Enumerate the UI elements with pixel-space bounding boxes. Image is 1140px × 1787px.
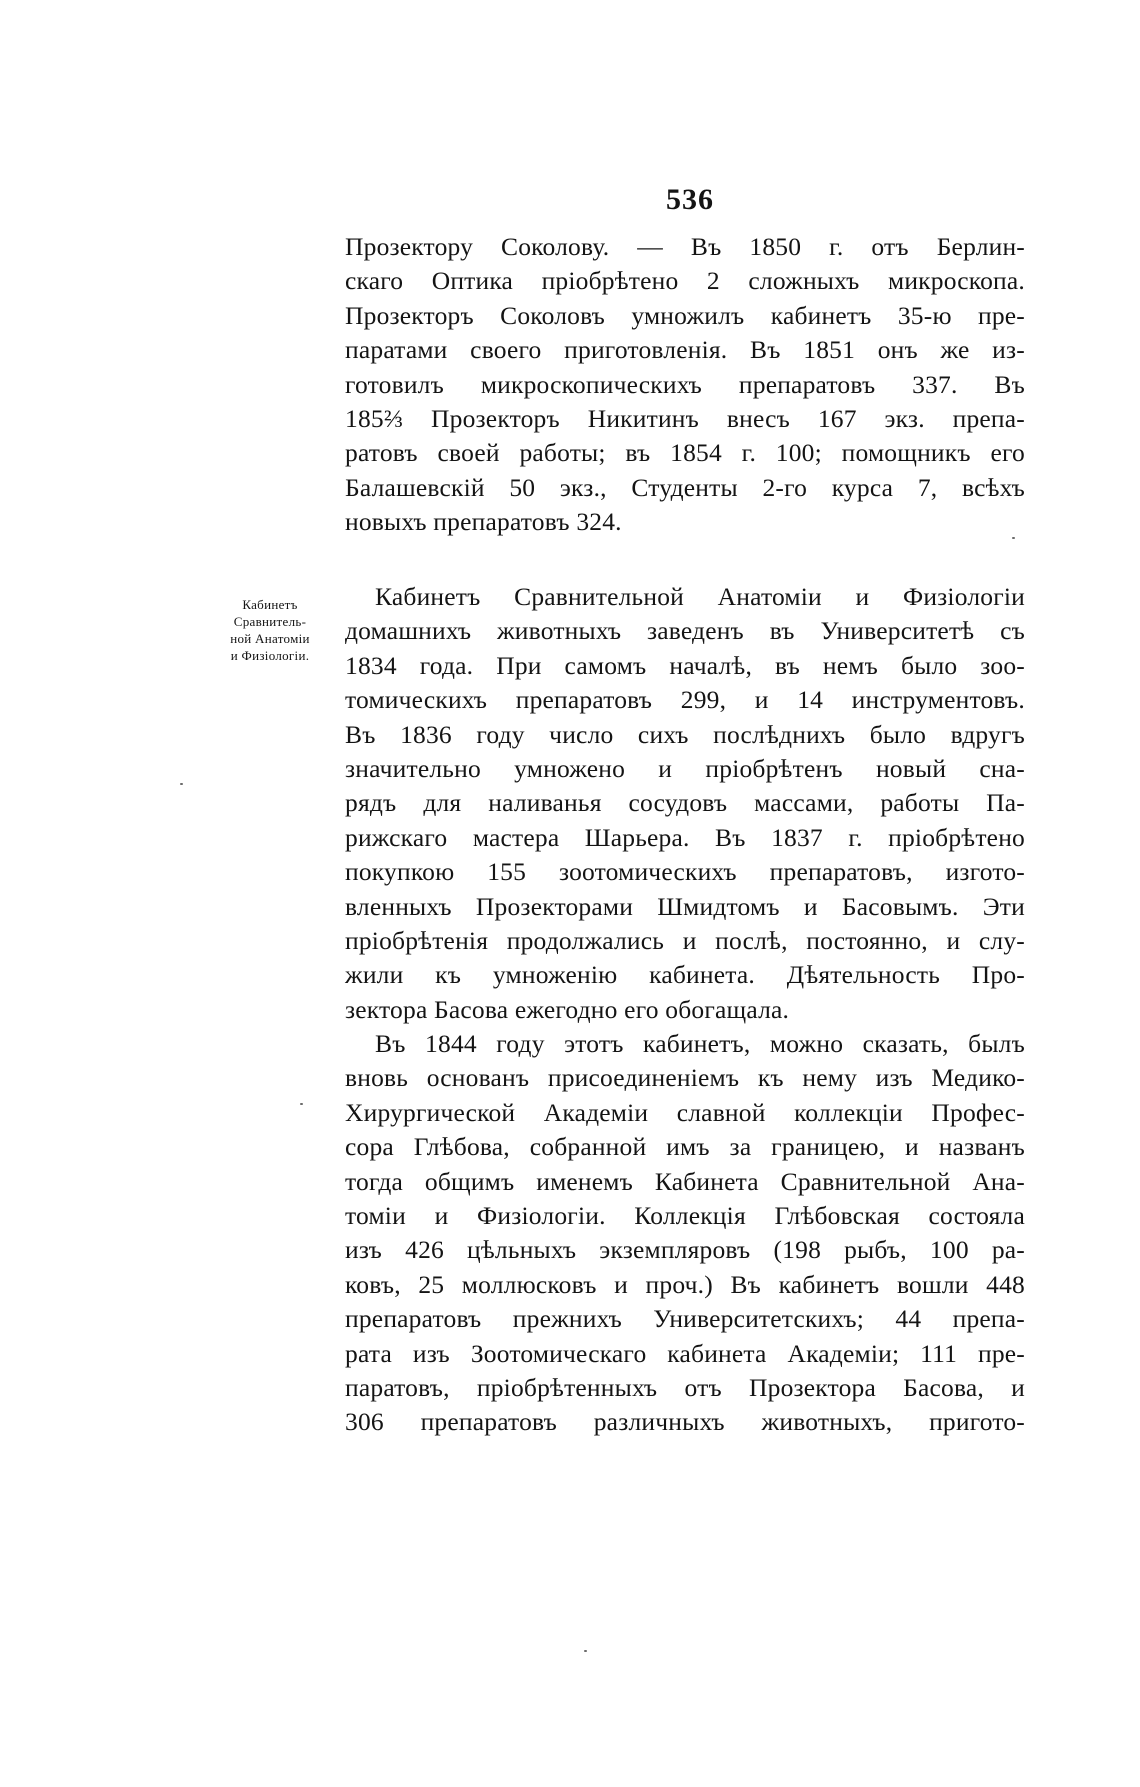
text-line: рижскаго мастера Шарьера. Въ 1837 г. пріобрѣтено xyxy=(345,822,1025,852)
text-line: Прозекторъ Соколовъ умножилъ кабинетъ 35-ю пре- xyxy=(345,300,1025,330)
text-line: Кабинетъ Сравнительной Анатоміи и Физіологіи xyxy=(375,582,1025,611)
text-line: зектора Басова ежегодно его обогащала. xyxy=(345,994,790,1024)
text-line: Балашевскій 50 экз., Студенты 2-го курса 7, всѣхъ xyxy=(345,472,1025,502)
text-line: Хирургической Академіи славной коллекціи Профес- xyxy=(345,1097,1025,1127)
text-line: скаго Оптика пріобрѣтено 2 сложныхъ микроскопа. xyxy=(345,266,1025,296)
text-line: паратовъ, пріобрѣтенныхъ отъ Прозектора Басова, и xyxy=(345,1372,1025,1402)
margin-note-line: и Физіологіи. xyxy=(230,648,310,663)
text-line: новыхъ препаратовъ 324. xyxy=(345,507,622,537)
text-line: рядъ для наливанья сосудовъ массами, работы Па- xyxy=(345,788,1025,818)
text-line: томіи и Физіологіи. Коллекція Глѣбовская состояла xyxy=(345,1201,1025,1231)
text-line: Въ 1836 году число сихъ послѣднихъ было вдругъ xyxy=(345,719,1025,749)
scan-speck xyxy=(180,783,183,785)
text-line: домашнихъ животныхъ заведенъ въ Университетѣ съ xyxy=(345,616,1025,646)
text-line: препаратовъ прежнихъ Университетскихъ; 44 препа- xyxy=(345,1304,1025,1334)
text-line: вновь основанъ присоединеніемъ къ нему изъ Медико- xyxy=(345,1063,1025,1093)
text-line: 306 препаратовъ различныхъ животныхъ, пригото- xyxy=(345,1407,1025,1437)
text-line: готовилъ микроскопическихъ препаратовъ 337. Въ xyxy=(345,369,1025,399)
text-line: рата изъ Зоотомическаго кабинета Академіи; 111 пре- xyxy=(345,1338,1025,1368)
text-line: томическихъ препаратовъ 299, и 14 инструментовъ. xyxy=(345,685,1025,715)
margin-note-line: ной Анатоміи xyxy=(230,631,310,646)
page-number: 536 xyxy=(666,183,714,216)
margin-note-line: Сравнитель- xyxy=(233,614,307,629)
margin-note-line: Кабинетъ xyxy=(242,597,298,612)
text-line: изъ 426 цѣльныхъ экземпляровъ (198 рыбъ, 100 ра- xyxy=(345,1235,1025,1265)
text-line: покупкою 155 зоотомическихъ препаратовъ, изгото- xyxy=(345,857,1025,887)
paragraph-opening-continuation xyxy=(345,230,1025,540)
text-line: 1834 года. При самомъ началѣ, въ немъ было зоо- xyxy=(345,650,1025,680)
margin-note xyxy=(200,596,340,664)
scan-speck xyxy=(1012,537,1015,539)
text-line: ратовъ своей работы; въ 1854 г. 100; помощникъ его xyxy=(345,438,1025,468)
scan-speck xyxy=(300,1103,303,1105)
text-line: 185⅔ Прозекторъ Никитинъ внесъ 167 экз. препа- xyxy=(345,403,1025,433)
text-line: сора Глѣбова, собранной имъ за границею, и названъ xyxy=(345,1132,1025,1162)
paragraph-cabinet-section xyxy=(345,580,1025,1440)
text-line: тогда общимъ именемъ Кабинета Сравнительной Ана- xyxy=(345,1166,1025,1196)
text-line: пріобрѣтенія продолжались и послѣ, постоянно, и слу- xyxy=(345,925,1025,955)
text-line: паратами своего приготовленія. Въ 1851 онъ же из- xyxy=(345,335,1025,365)
text-line: вленныхъ Прозекторами Шмидтомъ и Басовымъ. Эти xyxy=(345,891,1025,921)
text-line: значительно умножено и пріобрѣтенъ новый сна- xyxy=(345,753,1025,783)
text-line: ковъ, 25 моллюсковъ и проч.) Въ кабинетъ вошли 448 xyxy=(345,1269,1025,1299)
text-line: Прозектору Соколову. — Въ 1850 г. отъ Берлин- xyxy=(345,232,1025,261)
text-line: жили къ умноженію кабинета. Дѣятельность Про- xyxy=(345,960,1025,990)
scan-speck xyxy=(584,1650,587,1652)
text-line: Въ 1844 году этотъ кабинетъ, можно сказать, былъ xyxy=(375,1029,1025,1059)
